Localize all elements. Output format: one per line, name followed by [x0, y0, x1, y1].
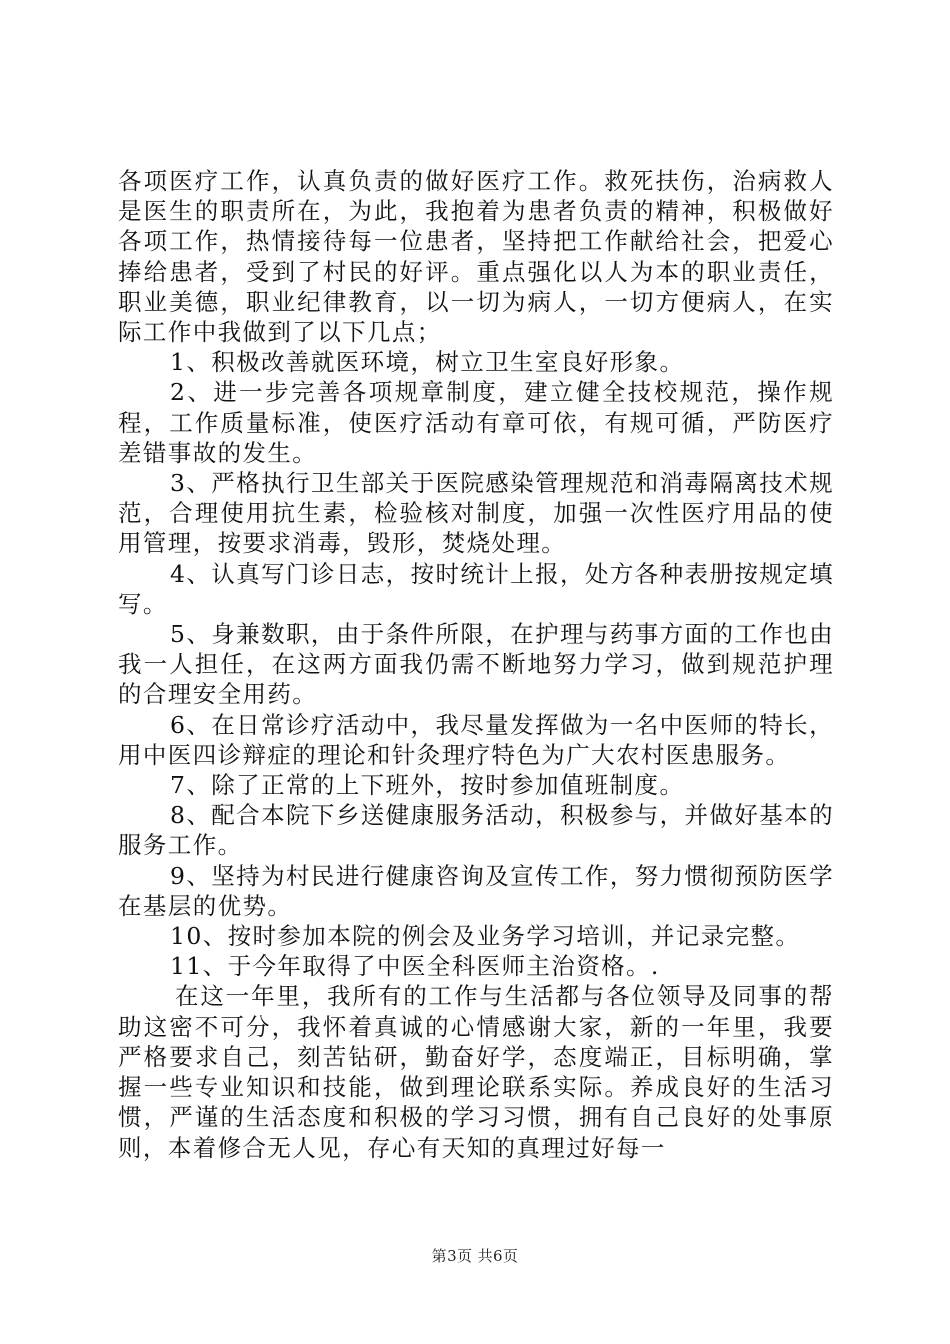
list-item-5: 5、身兼数职，由于条件所限，在护理与药事方面的工作也由我一人担任，在这两方面我仍需不断地努力学习，做到规范护理的合理安全用药。 — [118, 620, 834, 709]
page-number-footer: 第3页 共6页 — [431, 1247, 519, 1265]
list-item-8: 8、配合本院下乡送健康服务活动，积极参与，并做好基本的服务工作。 — [118, 801, 834, 860]
list-item-6: 6、在日常诊疗活动中，我尽量发挥做为一名中医师的特长，用中医四诊辩症的理论和针灸理疗特色为广大农村医患服务。 — [118, 710, 834, 769]
list-item-7: 7、除了正常的上下班外，按时参加值班制度。 — [170, 771, 685, 800]
list-item-11: 11、于今年取得了中医全科医师主治资格。. — [170, 952, 660, 981]
paragraph-closing: 在这一年里，我所有的工作与生活都与各位领导及同事的帮助这密不可分，我怀着真诚的心情感谢大家，新的一年里，我要严格要求自己，刻苦钻研，勤奋好学，态度端正，目标明确，掌握一些专业知识和技能，做到理论联系实际。养成良好的生活习惯，严谨的生活态度和积极的学习习惯，拥有自己良好的处事原则，本着修合无人见，存心有天知的真理过好每一 — [118, 982, 834, 1162]
list-item-2: 2、进一步完善各项规章制度，建立健全技校规范，操作规程，工作质量标准，使医疗活动有章可依，有规可循，严防医疗差错事故的发生。 — [118, 378, 834, 467]
list-item-10: 10、按时参加本院的例会及业务学习培训，并记录完整。 — [170, 922, 801, 951]
document-body — [118, 166, 834, 1163]
list-item-3: 3、严格执行卫生部关于医院感染管理规范和消毒隔离技术规范，合理使用抗生素，检验核对制度，加强一次性医疗用品的使用管理，按要求消毒，毁形，焚烧处理。 — [118, 469, 834, 558]
list-item-4: 4、认真写门诊日志，按时统计上报，处方各种表册按规定填写。 — [118, 559, 834, 618]
list-item-1: 1、积极改善就医环境，树立卫生室良好形象。 — [170, 348, 685, 377]
list-item-9: 9、坚持为村民进行健康咨询及宣传工作，努力惯彻预防医学在基层的优势。 — [118, 861, 834, 920]
paragraph-intro: 各项医疗工作，认真负责的做好医疗工作。救死扶伤，治病救人是医生的职责所在，为此，我抱着为患者负责的精神，积极做好各项工作，热情接待每一位患者，坚持把工作献给社会，把爱心捧给患者，受到了村民的好评。重点强化以人为本的职业责任，职业美德，职业纪律教育，以一切为病人，一切方便病人，在实际工作中我做到了以下几点； — [118, 167, 834, 347]
